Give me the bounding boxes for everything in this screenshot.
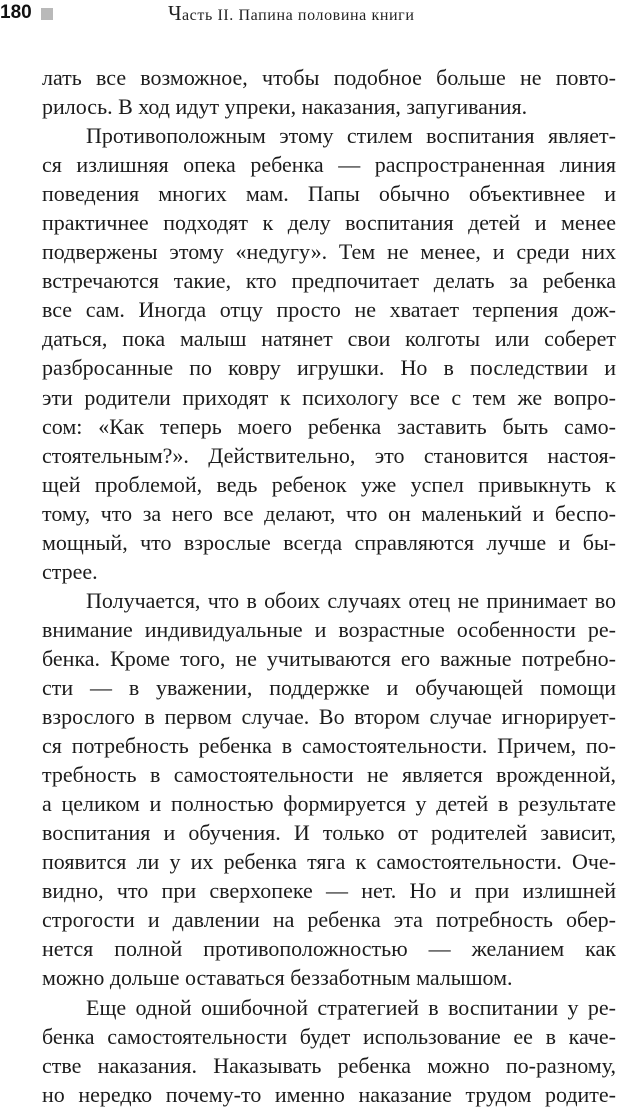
text-line: строгости и давлении на ребенка эта потребность обер- <box>42 907 616 933</box>
text-line: воспитания и обучения. И только от родителей зависит, <box>42 820 616 846</box>
text-line: Противоположным этому стилем воспитания являет- <box>86 123 616 149</box>
running-head-initial: Ч <box>168 1 182 25</box>
text-line: можно дольше оставаться беззаботным малышом. <box>42 965 513 991</box>
text-line: появится ли у их ребенка тяга к самостоятельности. Оче- <box>42 849 616 875</box>
running-head-part: асть II. П <box>181 7 251 24</box>
text-line: встречаются такие, кто предпочитает делать за ребенка <box>42 268 616 294</box>
text-line: требность в самостоятельности не является врожденной, <box>42 762 616 788</box>
text-line: разбросанные по ковру игрушки. Но в последствии и <box>42 355 616 381</box>
text-line: поведения многих мам. Папы обычно объективнее и <box>42 181 616 207</box>
text-line: даться, пока малыш натянет свои колготы или соберет <box>42 326 616 352</box>
text-line: рилось. В ход идут упреки, наказания, запугивания. <box>42 94 528 120</box>
text-line: лать все возможное, чтобы подобное больше не повто- <box>42 65 616 90</box>
text-line: стве наказания. Наказывать ребенка можно по-разному, <box>42 1052 616 1078</box>
text-line: стрее. <box>42 558 98 584</box>
text-line: ся излишняя опека ребенка — распространенная линия <box>42 152 616 178</box>
running-head-title: апина половина книги <box>250 7 415 24</box>
page-marker-square <box>41 8 53 20</box>
text-line: все сам. Иногда отцу просто не хватает терпения дож- <box>42 297 616 323</box>
text-line: взрослого в первом случае. Во втором случае игнорирует- <box>42 704 616 730</box>
text-line: стоятельным?». Действительно, это становится настоя- <box>42 442 616 468</box>
text-line: Еще одной ошибочной стратегией в воспитании у ре- <box>86 994 616 1020</box>
text-line: тому, что за него все делают, что он маленький и беспо- <box>42 500 616 526</box>
body-text <box>42 63 616 1109</box>
text-line: видно, что при сверхопеке — нет. Но и при излишней <box>42 878 616 904</box>
text-line: нется полной противоположностью — желанием как <box>42 936 616 962</box>
text-line: эти родители приходят к психологу все с тем же вопро- <box>42 384 616 410</box>
running-head <box>168 0 414 29</box>
text-line: бенка самостоятельности будет использование ее в каче- <box>42 1023 616 1049</box>
text-line: но нередко почему-то именно наказание трудом родите- <box>42 1081 616 1107</box>
text-line: мощный, что взрослые всегда справляются лучше и бы- <box>42 529 616 555</box>
text-line: ся потребность ребенка в самостоятельности. Причем, по- <box>42 733 616 759</box>
text-line: практичнее подходят к делу воспитания детей и менее <box>42 210 616 236</box>
text-line: сом: «Как теперь моего ребенка заставить быть само- <box>42 413 616 439</box>
text-line: щей проблемой, ведь ребенок уже успел привыкнуть к <box>42 471 616 497</box>
page-number: 180 <box>0 2 32 23</box>
text-line: сти — в уважении, поддержке и обучающей помощи <box>42 674 616 700</box>
text-line: а целиком и полностью формируется у детей в результате <box>42 791 616 817</box>
text-line: бенка. Кроме того, не учитываются его важные потребно- <box>42 645 616 671</box>
text-line: Получается, что в обоих случаях отец не принимает во <box>86 587 616 613</box>
text-line: внимание индивидуальные и возрастные особенности ре- <box>42 616 616 642</box>
text-line: подвержены этому «недугу». Тем не менее, и среди них <box>42 239 616 265</box>
page-header <box>0 0 620 28</box>
